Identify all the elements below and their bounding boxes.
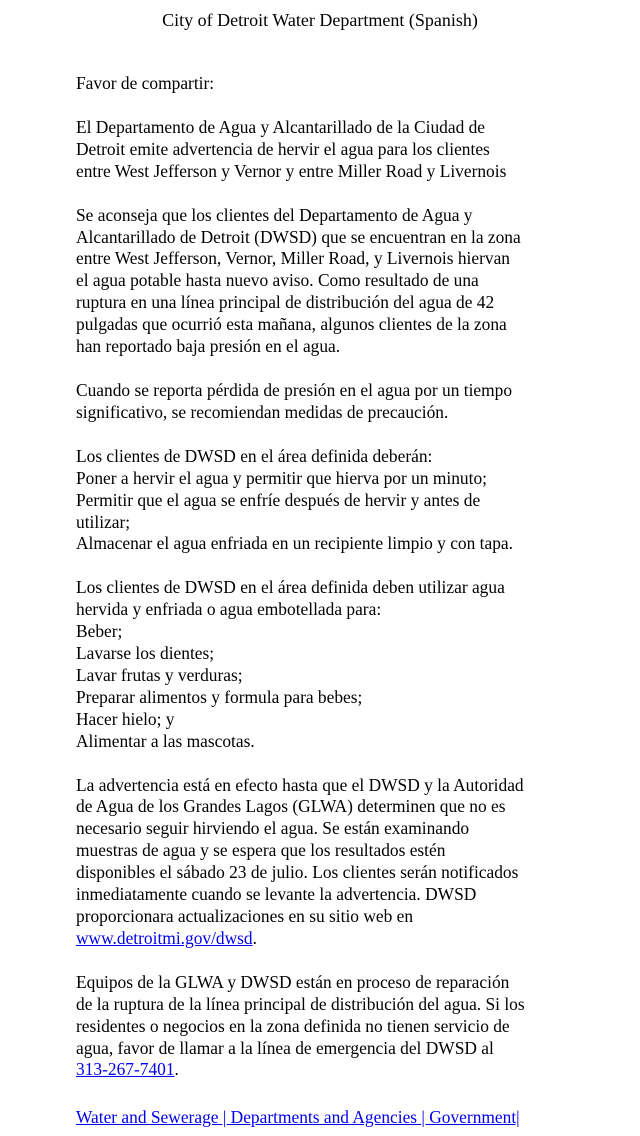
headline-line-2: Detroit emite advertencia de hervir el agua para los clientes xyxy=(76,138,490,159)
repair-period: . xyxy=(174,1059,179,1080)
repair-line-1: Equipos de la GLWA y DWSD están en proceso de reparación xyxy=(76,971,510,992)
steps-line-1: Los clientes de DWSD en el área definida deberán: xyxy=(76,445,433,466)
steps-paragraph xyxy=(76,446,636,556)
effect-line-4: muestras de agua y se espera que los resultados estén xyxy=(76,840,446,861)
advisory-line-1: Se aconseja que los clientes del Departamento de Agua y xyxy=(76,204,473,225)
advisory-line-3: entre West Jefferson, Vernor, Miller Road, y Livernois hiervan xyxy=(76,248,511,269)
uses-line-4: Lavarse los dientes; xyxy=(76,643,215,664)
uses-paragraph xyxy=(76,577,636,752)
uses-line-7: Hacer hielo; y xyxy=(76,708,175,729)
message-body xyxy=(76,73,636,1103)
effect-line-1: La advertencia está en efecto hasta que el DWSD y la Autoridad xyxy=(76,774,524,795)
intro-paragraph xyxy=(76,73,636,95)
dwsd-website-link[interactable]: www.detroitmi.gov/dwsd xyxy=(76,927,253,948)
headline-line-3: entre West Jefferson y Vernor y entre Miller Road y Livernois xyxy=(76,160,507,181)
advisory-line-2: Alcantarillado de Detroit (DWSD) que se encuentran en la zona xyxy=(76,226,521,247)
steps-line-4: utilizar; xyxy=(76,511,131,532)
uses-line-3: Beber; xyxy=(76,621,123,642)
repair-line-3: residentes o negocios en la zona definida no tienen servicio de xyxy=(76,1015,510,1036)
pressure-line-2: significativo, se recomiendan medidas de precaución. xyxy=(76,401,449,422)
effect-line-2: de Agua de los Grandes Lagos (GLWA) determinen que no es xyxy=(76,796,506,817)
steps-line-5: Almacenar el agua enfriada en un recipiente limpio y con tapa. xyxy=(76,533,513,554)
uses-line-8: Alimentar a las mascotas. xyxy=(76,730,255,751)
effect-line-6: inmediatamente cuando se levante la advertencia. DWSD xyxy=(76,884,477,905)
effect-line-3: necesario seguir hirviendo el agua. Se están examinando xyxy=(76,818,470,839)
headline-paragraph xyxy=(76,117,636,183)
advisory-paragraph xyxy=(76,205,636,358)
emergency-phone-link[interactable]: 313-267-7401 xyxy=(76,1059,175,1080)
repair-line-2: de la ruptura de la línea principal de distribución del agua. Si los xyxy=(76,993,525,1014)
repair-line-4: agua, favor de llamar a la línea de emergencia del DWSD al xyxy=(76,1037,494,1058)
effect-period: . xyxy=(252,927,257,948)
advisory-line-4: el agua potable hasta nuevo aviso. Como resultado de una xyxy=(76,270,479,291)
pressure-paragraph xyxy=(76,380,636,424)
advisory-line-6: pulgadas que ocurrió esta mañana, algunos clientes de la zona xyxy=(76,314,507,335)
effect-line-8 xyxy=(76,928,636,950)
uses-line-1: Los clientes de DWSD en el área definida deben utilizar agua xyxy=(76,577,505,598)
repair-line-5 xyxy=(76,1059,636,1081)
steps-line-2: Poner a hervir el agua y permitir que hierva por un minuto; xyxy=(76,467,487,488)
effect-line-7: proporcionara actualizaciones en su sitio web en xyxy=(76,906,414,926)
advisory-line-7: han reportado baja presión en el agua. xyxy=(76,336,341,357)
advisory-line-5: ruptura en una línea principal de distribución del agua de 42 xyxy=(76,292,495,313)
steps-line-3: Permitir que el agua se enfríe después de hervir y antes de xyxy=(76,489,481,510)
uses-line-6: Preparar alimentos y formula para bebes; xyxy=(76,686,363,707)
repair-paragraph xyxy=(76,972,636,1082)
uses-line-5: Lavar frutas y verduras; xyxy=(76,664,243,685)
water-sewerage-link[interactable]: Water and Sewerage | Departments and Agencies | Government| xyxy=(76,1107,520,1127)
effect-line-5: disponibles el sábado 23 de julio. Los clientes serán notificados xyxy=(76,862,519,883)
effect-paragraph xyxy=(76,775,636,950)
page-title: City of Detroit Water Department (Spanish) xyxy=(162,10,478,30)
pressure-line-1: Cuando se reporta pérdida de presión en el agua por un tiempo xyxy=(76,379,513,400)
intro-line: Favor de compartir: xyxy=(76,73,215,93)
headline-line-1: El Departamento de Agua y Alcantarillado de la Ciudad de xyxy=(76,116,486,137)
uses-line-2: hervida y enfriada o agua embotellada para: xyxy=(76,599,382,620)
